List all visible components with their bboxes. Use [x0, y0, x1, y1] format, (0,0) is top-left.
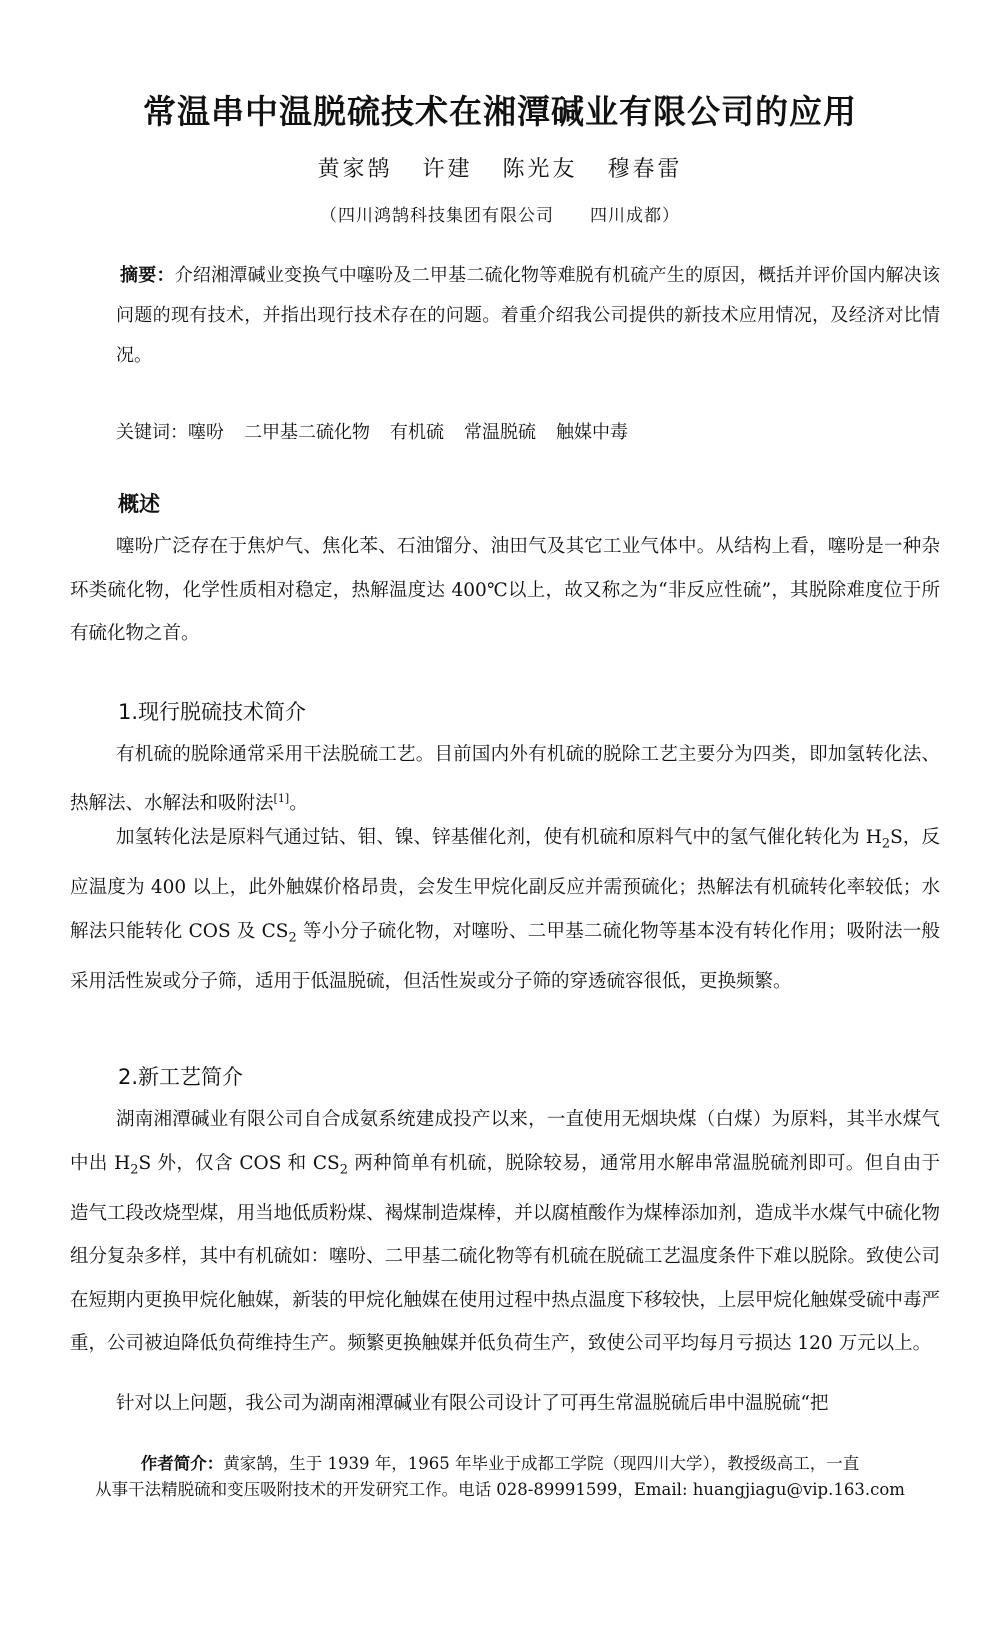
paragraph-text: S 外，仅含 COS 和 CS [138, 1152, 340, 1174]
author-list [60, 152, 940, 183]
keyword: 触媒中毒 [556, 422, 628, 443]
keyword: 有机硫 [390, 422, 444, 443]
subscript: 2 [339, 1162, 348, 1178]
section-heading-1: 1.现行脱硫技术简介 [118, 700, 307, 724]
footnote-label: 作者简介： [140, 1454, 224, 1473]
section-heading-2: 2.新工艺简介 [118, 1065, 244, 1089]
keyword: 常温脱硫 [464, 422, 536, 443]
paragraph-text: 有机硫的脱除通常采用干法脱硫工艺。目前国内外有机硫的脱除工艺主要分为四类，即加氢转化法、热解法、水解法和吸附法 [70, 744, 940, 814]
section2-paragraph-2: 针对以上问题，我公司为湖南湘潭碱业有限公司设计了可再生常温脱硫后串中温脱硫“把 [116, 1393, 829, 1414]
footnote-text: 黄家鹄，生于 1939 年，1965 年毕业于成都工学院（现四川大学），教授级高工，一直 [223, 1454, 860, 1473]
keyword: 噻吩 [188, 422, 224, 443]
abstract-label: 摘要： [120, 265, 175, 286]
keywords-label: 关键词： [116, 422, 188, 443]
subscript: 2 [881, 836, 891, 852]
citation-ref: [1] [273, 791, 290, 805]
author-footnote [60, 1451, 940, 1503]
paragraph-text: 湖南湘潭碱业有限公司自合成氨系统建成投产以来，一直使用无烟块煤（白煤）为原料，其半水煤气中出 H [70, 1109, 940, 1174]
paragraph-text: 。 [289, 792, 308, 814]
keyword: 二甲基二硫化物 [244, 422, 370, 443]
author-name: 穆春雷 [607, 157, 683, 182]
affiliation: （四川鸿鹄科技集团有限公司 四川成都） [320, 206, 680, 226]
abstract [116, 256, 940, 376]
abstract-text: 介绍湘潭碱业变换气中噻吩及二甲基二硫化物等难脱有机硫产生的原因，概括并评价国内解决该问题的现有技术，并指出现行技术存在的问题。着重介绍我公司提供的新技术应用情况，及经济对比情况。 [116, 265, 941, 366]
overview-paragraph: 噻吩广泛存在于焦炉气、焦化苯、石油馏分、油田气及其它工业气体中。从结构上看，噻吩是一种杂环类硫化物，化学性质相对稳定，热解温度达 400℃以上，故又称之为“非反应性硫”，其脱除难度位于所有硫化物之首。 [70, 536, 940, 644]
section-heading-overview: 概述 [118, 492, 160, 516]
section1-paragraph-2 [70, 816, 940, 1003]
author-name: 陈光友 [502, 157, 578, 182]
paper-title: 常温串中温脱硫技术在湘潭碱业有限公司的应用 [143, 92, 857, 131]
paragraph-text: 加氢转化法是原料气通过钴、钼、镍、锌基催化剂，使有机硫和原料气中的氢气催化转化为 H [116, 827, 882, 848]
section1-paragraph-1 [70, 733, 940, 825]
section2-paragraph-1 [70, 1098, 940, 1366]
author-name: 黄家鹄 [317, 157, 393, 182]
paragraph-text: 等小分子硫化物，对噻吩、二甲基二硫化物等基本没有转化作用；吸附法一般采用活性炭或分子筛，适用于低温脱硫，但活性炭或分子筛的穿透硫容很低，更换频繁。 [70, 920, 940, 992]
keywords [116, 418, 638, 444]
paragraph-text: S，反应温度为 400 以上，此外触媒价格昂贵，会发生甲烷化副反应并需预硫化；热解法有机硫转化率较低；水解法只能转化 COS 及 CS [70, 827, 940, 942]
author-name: 许建 [422, 157, 473, 182]
paragraph-text: 两种简单有机硫，脱除较易，通常用水解串常温脱硫剂即可。但自由于造气工段改烧型煤，用当地低质粉煤、褐煤制造煤棒，并以腐植酸作为煤棒添加剂，造成半水煤气中硫化物组分复杂多样，其中有机硫如：噻吩、二甲基二硫化物等有机硫在脱硫工艺温度条件下难以脱除。致使公司在短期内更换甲烷化触媒，新装的甲烷化触媒在使用过程中热点温度下移较快，上层甲烷化触媒受硫中毒严重，公司被迫降低负荷维持生产。频繁更换触媒并低负荷生产，致使公司平均每月亏损达 120 万元以上。 [70, 1152, 940, 1355]
footnote-line: 从事干法精脱硫和变压吸附技术的开发研究工作。电话 028-89991599，Email: huangjiagu@vip.163.com [95, 1480, 905, 1499]
subscript: 2 [130, 1162, 139, 1178]
footnote-line [60, 1451, 940, 1477]
subscript: 2 [288, 930, 297, 946]
